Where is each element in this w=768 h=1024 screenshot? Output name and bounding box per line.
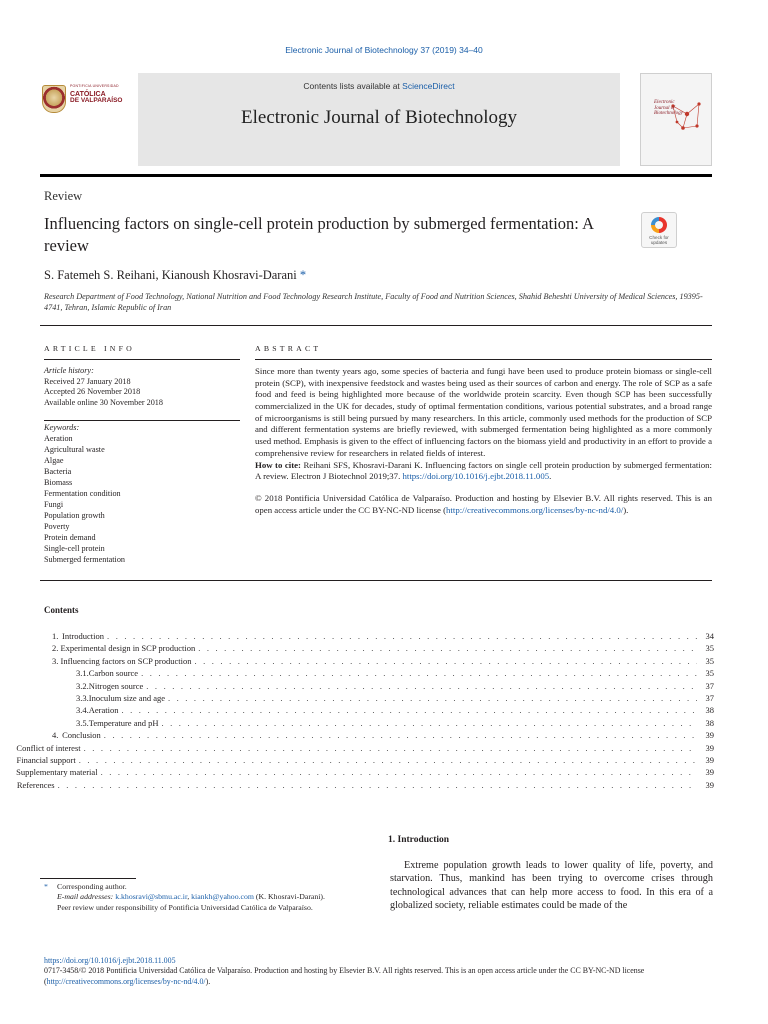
article-type: Review (44, 189, 83, 203)
footnote-emails (44, 892, 374, 902)
table-of-contents (16, 630, 714, 791)
toc-leader (104, 729, 697, 741)
abstract-rule (255, 359, 712, 360)
toc-title: Carbon source (88, 668, 139, 679)
toc-page: 34 (705, 631, 714, 641)
toc-title: Aeration (88, 705, 119, 716)
keywords-label: Keywords: (44, 423, 80, 432)
toc-title: Conclusion (62, 730, 101, 741)
toc-entry[interactable] (16, 742, 714, 754)
journal-cover-thumbnail[interactable] (640, 73, 712, 166)
toc-title: Nitrogen source (88, 680, 144, 691)
header-rule (40, 174, 712, 177)
check-for-updates-label: Check for updates (649, 235, 669, 246)
email-owner: (K. Khosravi-Darani). (253, 892, 325, 902)
toc-leader (84, 742, 697, 754)
toc-page: 38 (705, 717, 714, 728)
toc-entry[interactable] (52, 680, 714, 692)
toc-number: 3.4. (76, 705, 89, 716)
keywords-rule (44, 420, 240, 421)
keyword: Agricultural waste (44, 444, 105, 454)
university-name-line2: CATÓLICA (70, 90, 106, 98)
toc-page: 39 (705, 754, 714, 765)
keyword: Fermentation condition (44, 488, 121, 498)
license-link[interactable]: http://creativecommons.org/licenses/by-nc-nd/4.0/ (446, 504, 624, 515)
toc-leader (101, 766, 697, 778)
university-name-line1: PONTIFICIA UNIVERSIDAD (70, 84, 119, 88)
toc-number: 3.5. (76, 717, 89, 728)
toc-number: 3.1. (76, 668, 89, 679)
university-seal-icon (42, 85, 66, 113)
toc-number: 3.3. (76, 692, 89, 703)
contents-heading: Contents (44, 605, 79, 615)
university-name-line3: DE VALPARAÍSO (70, 96, 123, 104)
toc-page: 39 (705, 730, 714, 741)
peer-review-note: Peer review under responsibility of Pontificia Universidad Católica de Valparaíso. (57, 902, 313, 912)
keyword: Single-cell protein (44, 543, 105, 553)
license-close: ). (205, 976, 211, 986)
article-info-rule (44, 359, 240, 360)
check-for-updates-button[interactable] (641, 212, 677, 248)
email-link-1[interactable]: k.khosravi@sbmu.ac.ir (115, 892, 188, 902)
abstract-body (255, 366, 712, 516)
toc-title: Experimental design in SCP production (60, 643, 196, 654)
keyword: Fungi (44, 499, 64, 509)
received-date: Received 27 January 2018 (44, 376, 131, 386)
keyword: Poverty (44, 521, 70, 531)
license-open: ( (44, 976, 47, 986)
authors-names: S. Fatemeh S. Reihani, Kianoush Khosravi-Darani (44, 268, 297, 282)
toc-entry[interactable] (52, 704, 714, 716)
toc-title: Conflict of interest (16, 742, 81, 753)
email-label: E-mail addresses: (57, 892, 114, 902)
article-history (44, 366, 240, 409)
toc-entry[interactable] (52, 729, 714, 741)
footnote-rule (40, 878, 136, 879)
toc-leader (141, 667, 697, 679)
toc-title: References (16, 779, 55, 790)
corresponding-author-mark[interactable]: * (299, 268, 307, 282)
toc-entry[interactable] (52, 642, 714, 654)
running-head[interactable]: Electronic Journal of Biotechnology 37 (2019) 34–40 (285, 45, 483, 55)
cover-title: Electronic Journal of Biotechnology (654, 100, 683, 116)
keyword: Protein demand (44, 532, 96, 542)
copyright-text: © 2018 Pontificia Universidad Católica de Valparaíso. Production and hosting by Elsevier B.V. All rights reserved. This is an open access article under the CC BY-NC-ND license ( (255, 492, 712, 515)
how-to-cite-label: How to cite: (255, 459, 301, 470)
toc-page: 37 (705, 692, 714, 703)
toc-leader (122, 704, 698, 716)
toc-number: 3.2. (76, 680, 89, 691)
toc-entry[interactable] (16, 766, 714, 778)
toc-page: 35 (705, 643, 714, 654)
toc-entry[interactable] (16, 754, 714, 766)
toc-title: Financial support (16, 754, 76, 765)
toc-page: 39 (705, 742, 714, 753)
how-to-cite-text: Reihani SFS, Khosravi-Darani K. Influencing factors on single cell protein production by submerged fermentation: A review. Electron J Biotechnol 2019;37. (255, 459, 712, 482)
contents-rule (40, 580, 712, 581)
toc-entry[interactable] (16, 779, 714, 791)
toc-number: 1. (52, 631, 59, 641)
keyword: Biomass (44, 477, 73, 487)
toc-title: Influencing factors on SCP production (60, 655, 192, 666)
section-rule (40, 325, 712, 326)
copyright-notice (255, 493, 712, 516)
keyword: Population growth (44, 510, 105, 520)
toc-page: 35 (705, 655, 714, 666)
doi-block (44, 956, 716, 987)
toc-entry[interactable] (52, 630, 714, 642)
how-to-cite: How to cite: Reihani SFS, Khosravi-Darani K. Influencing factors on single cell protein production by submerged fermentation: A review. Electron J Biotechnol 2019;37. https://doi.org/10.1016/j.ejbt.2018.11.005. (255, 459, 712, 482)
footnote-mark: * (44, 882, 48, 891)
issn-line: 0717-3458/© 2018 Pontificia Universidad Católica de Valparaíso. Production and hosting by Elsevier B.V. All rights reserved. This is an open access article under the CC BY-NC-ND license (44, 966, 645, 976)
license-link-footer[interactable]: http://creativecommons.org/licenses/by-nc-nd/4.0/ (46, 976, 206, 986)
cite-doi-link[interactable]: https://doi.org/10.1016/j.ejbt.2018.11.005 (402, 471, 550, 482)
toc-entry[interactable] (52, 667, 714, 679)
contents-available-line (138, 81, 620, 91)
toc-entry[interactable] (52, 655, 714, 667)
toc-title: Introduction (62, 631, 105, 641)
article-info-heading: ARTICLE INFO (44, 344, 135, 353)
author-list (44, 268, 306, 283)
toc-page: 39 (705, 767, 714, 778)
university-logo (40, 80, 134, 120)
journal-title: Electronic Journal of Biotechnology (241, 107, 517, 128)
affiliation: Research Department of Food Technology, National Nutrition and Food Technology Research Institute, Faculty of Food and Nutrition Sciences, Shahid Beheshti University of Medical Sciences, 19395-4741, Tehran, Islamic Republic of Iran (44, 292, 703, 312)
introduction-heading: 1. Introduction (388, 835, 450, 845)
contents-available-text: Contents lists available at (303, 81, 403, 91)
toc-number: 4. (52, 730, 59, 741)
toc-title: Supplementary material (16, 767, 98, 778)
abstract-text: Since more than twenty years ago, some species of bacteria and fungi have been used to produce protein biomass or single-cell protein (SCP), with inexpensive feedstock and wastes being used as their sources of carbon and energy. The role of SCP as a safe food and feed is being highlighted more because of the worldwide protein scarcity. Even though SCP has been successfully commercialized in the UK for decades, study of optimal fermentation conditions, various potential substrates, and a broad range of microorganisms is still being pursued by many researchers. In this article, commonly used methods for the production of SCP and different fermentation systems are briefly reviewed, with submerged fermentation being highlighted as a more commonly used method. Emphasis is given to the effect of influencing factors on the biomass yield and productivity in an effort to provide a comprehensive review for researchers in related fields of interest. (255, 366, 712, 458)
email-link-2[interactable]: kiankh@yahoo.com (191, 892, 254, 902)
toc-leader (194, 655, 697, 667)
keyword: Aeration (44, 433, 73, 443)
crossmark-icon (651, 217, 667, 233)
online-date: Available online 30 November 2018 (44, 397, 163, 407)
toc-page: 39 (705, 779, 714, 790)
toc-entry[interactable] (52, 692, 714, 704)
keyword: Bacteria (44, 466, 72, 476)
keywords-list (44, 423, 240, 566)
footnote (44, 882, 374, 913)
toc-leader (146, 680, 697, 692)
toc-page: 38 (705, 705, 714, 716)
footnote-corresponding (44, 882, 374, 892)
toc-leader (58, 779, 697, 791)
toc-page: 35 (705, 668, 714, 679)
toc-entry[interactable] (52, 717, 714, 729)
toc-title: Inoculum size and age (88, 692, 165, 703)
keyword: Algae (44, 455, 64, 465)
license-line (44, 977, 716, 987)
doi-link[interactable]: https://doi.org/10.1016/j.ejbt.2018.11.005 (44, 956, 176, 965)
abstract-heading: ABSTRACT (255, 344, 322, 353)
toc-page: 37 (705, 680, 714, 691)
keyword: Submerged fermentation (44, 554, 126, 564)
toc-leader (168, 692, 697, 704)
toc-leader (107, 630, 697, 642)
history-label: Article history: (44, 366, 94, 375)
toc-leader (198, 642, 697, 654)
introduction-text: Extreme population growth leads to lower quality of life, poverty, and starvation. Thus, mankind has been trying to overcome crises through technological advances that can help more access to food. In this era of a globalized society, reliable estimates could be made of the (390, 860, 713, 911)
corresponding-author-text: Corresponding author. (57, 882, 127, 891)
toc-title: Temperature and pH (88, 717, 159, 728)
toc-leader (79, 754, 697, 766)
copyright-end: ). (623, 504, 629, 515)
toc-number: 3. (52, 655, 59, 666)
university-name (70, 85, 123, 104)
sciencedirect-link[interactable]: ScienceDirect (402, 81, 455, 91)
journal-masthead (138, 73, 620, 166)
article-title: Influencing factors on single-cell protein production by submerged fermentation: A review (44, 214, 594, 255)
toc-number: 2. (52, 643, 59, 654)
email-separator: , (187, 892, 192, 902)
accepted-date: Accepted 26 November 2018 (44, 387, 141, 397)
toc-leader (162, 717, 698, 729)
